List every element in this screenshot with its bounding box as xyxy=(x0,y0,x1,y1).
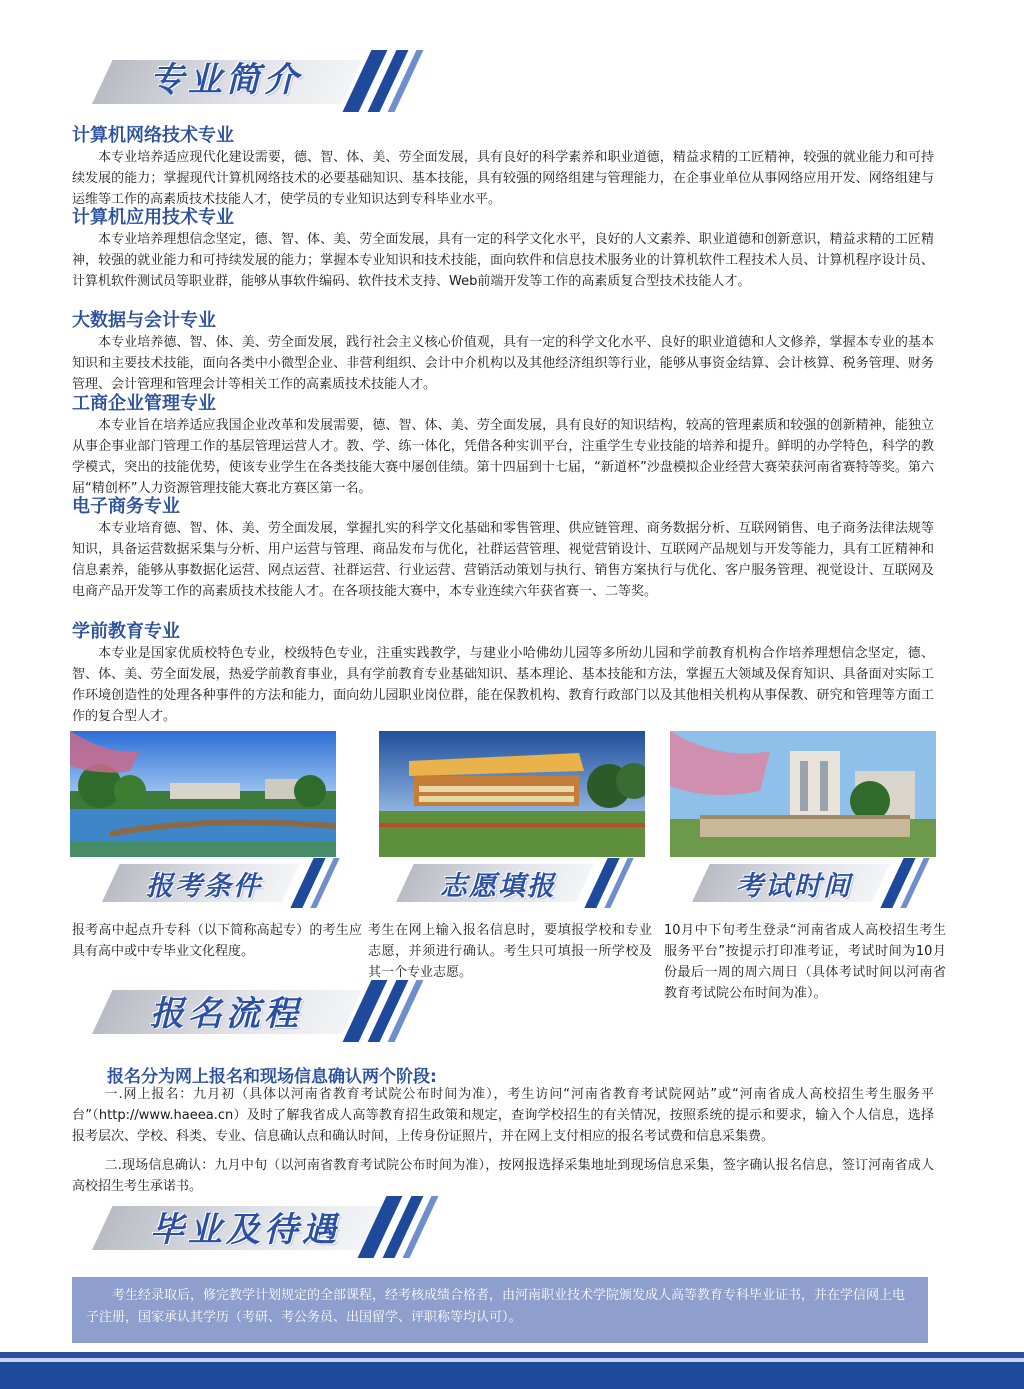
major-name: 电子商务专业 xyxy=(72,496,180,517)
exam-time-text: 10月中下旬考生登录“河南省成人高校招生考生服务平台”按提示打印准考证，考试时间为10月份最后一周的周六周日（具体考试时间以河南省教育考试院公布时间为准）。 xyxy=(664,923,946,1001)
major-desc: 本专业培养适应现代化建设需要，德、智、体、美、劳全面发展，具有良好的科学素养和职业道德，精益求精的工匠精神，较强的就业能力和可持续发展的能力；掌握现代计算机网络技术的必要基础知识、基本技能，具有较强的网络组建与管理能力，在企事业单位从事网络应用开发、网络组建与运维等工作的高素质技术技能人才，使学员的专业知识达到专科毕业水平。 xyxy=(72,150,934,207)
campus-lake-photo xyxy=(70,731,336,857)
major-name: 工商企业管理专业 xyxy=(72,393,216,414)
conditions-title: 报考条件 xyxy=(146,871,262,902)
exam-time-banner xyxy=(680,858,940,910)
major-desc: 本专业旨在培养适应我国企业改革和发展需要，德、智、体、美、劳全面发展，具有良好的知识结构，较高的管理素质和较强的创新精神，能独立从事企事业部门管理工作的基层管理运营人才。教、学、练一体化，凭借各种实训平台，注重学生专业技能的培养和提升。鲜明的办学特色，科学的教学模式，突出的技能优势，使该专业学生在各类技能大赛中屡创佳绩。第十四届到十七届，“新道杯”沙盘模拟企业经营大赛荣获河南省赛特等奖。第六届“精创杯”人力资源管理技能大赛北方赛区第一名。 xyxy=(72,418,934,496)
exam-time-title: 考试时间 xyxy=(736,871,852,902)
volunteer-text: 考生在网上输入报名信息时，要填报学校和专业志愿，并须进行确认。考生只可填报一所学校及其一个专业志愿。 xyxy=(368,923,652,980)
major-name: 学前教育专业 xyxy=(72,621,180,642)
campus-building-photo xyxy=(670,731,936,857)
major-desc: 本专业培育德、智、体、美、劳全面发展，掌握扎实的科学文化基础和零售管理、供应链管理、商务数据分析、互联网销售、电子商务法律法规等知识，具备运营数据采集与分析、用户运营与管理、商品发布与优化，社群运营管理、视觉营销设计、互联网产品规划与开发等能力，具有工匠精神和信息素养，能够从事数据化运营、网点运营、社群运营、行业运营、营销活动策划与执行、销售方案执行与优化、客户服务管理、视觉设计、互联网及电商产品开发等工作的高素质技术技能人才。在各项技能大赛中，本专业连续六年获省赛一、二等奖。 xyxy=(72,521,934,599)
major-name: 大数据与会计专业 xyxy=(72,310,216,331)
process-banner xyxy=(72,980,432,1042)
process-step-onsite: 二.现场信息确认：九月中旬（以河南省教育考试院公布时间为准），按网报选择采集地址到现场信息采集，签字确认报名信息，签订河南省成人高校招生考生承诺书。 xyxy=(72,1158,934,1194)
major-desc: 本专业培养德、智、体、美、劳全面发展，践行社会主义核心价值观，具有一定的科学文化水平、良好的职业道德和人文修养，掌握本专业的基本知识和主要技术技能，面向各类中小微型企业、非营利组织、会计中介机构以及其他经济组织等行业，能够从事资金结算、会计核算、税务管理、财务管理、会计管理和管理会计等相关工作的高素质技术技能人才。 xyxy=(72,335,934,392)
major-name: 计算机应用技术专业 xyxy=(72,207,234,228)
graduation-banner xyxy=(72,1196,452,1258)
major-name: 计算机网络技术专业 xyxy=(72,125,234,146)
intro-title: 专业简介 xyxy=(150,60,302,100)
process-title: 报名流程 xyxy=(150,994,302,1034)
major-network xyxy=(72,125,934,210)
graduation-title: 毕业及待遇 xyxy=(150,1210,340,1250)
graduation-text: 考生经录取后，修完教学计划规定的全部课程，经考核成绩合格者，由河南职业技术学院颁发成人高等教育专科毕业证书，并在学信网上电子注册，国家承认其学历（考研、考公务员、出国留学、评职称等均认可）。 xyxy=(72,1277,928,1343)
conditions-text: 报考高中起点升专科（以下简称高起专）的考生应具有高中或中专毕业文化程度。 xyxy=(72,923,362,959)
conditions-banner xyxy=(90,858,350,910)
major-desc: 本专业培养理想信念坚定，德、智、体、美、劳全面发展，具有一定的科学文化水平，良好的人文素养、职业道德和创新意识，精益求精的工匠精神，较强的就业能力和可持续发展的能力；掌握本专业知识和技术技能，面向软件和信息技术服务业的计算机软件工程技术人员、计算机程序设计员、计算机软件测试员等职业群，能够从事软件编码、软件技术支持、Web前端开发等工作的高素质复合型技术技能人才。 xyxy=(72,232,934,289)
volunteer-title: 志愿填报 xyxy=(440,871,556,902)
major-bigdata-accounting xyxy=(72,310,934,395)
process-heading: 报名分为网上报名和现场信息确认两个阶段: xyxy=(107,1067,437,1087)
stadium-photo xyxy=(379,731,645,857)
major-computer-application xyxy=(72,207,934,292)
major-business-management xyxy=(72,393,934,499)
major-preschool-education xyxy=(72,621,934,727)
footer-stripe-thick xyxy=(0,1362,1024,1389)
intro-banner xyxy=(72,50,432,112)
major-ecommerce xyxy=(72,496,934,602)
volunteer-banner xyxy=(384,858,644,910)
process-step-online: 一.网上报名：九月初（具体以河南省教育考试院公布时间为准），考生访问“河南省教育考试院网站”或“河南省成人高校招生考生服务平台”（http://www.haeea.cn）及时了解我省成人高等教育招生政策和规定，查询学校招生的有关情况，按照系统的提示和要求，输入个人信息，选择报考层次、学校、科类、专业、信息确认点和确认时间，上传身份证照片，并在网上支付相应的报名考试费和信息采集费。 xyxy=(72,1087,934,1144)
major-desc: 本专业是国家优质校特色专业，校级特色专业，注重实践教学，与建业小哈佛幼儿园等多所幼儿园和学前教育机构合作培养理想信念坚定，德、智、体、美、劳全面发展，热爱学前教育事业，具有学前教育专业基础知识、基本理论、基本技能和方法，掌握五大领域及保育知识、具备面对实际工作环境创造性的处理各种事件的方法和能力，面向幼儿园职业岗位群，能在保教机构、教育行政部门以及其他相关机构从事保教、研究和管理等方面工作的复合型人才。 xyxy=(72,646,934,724)
